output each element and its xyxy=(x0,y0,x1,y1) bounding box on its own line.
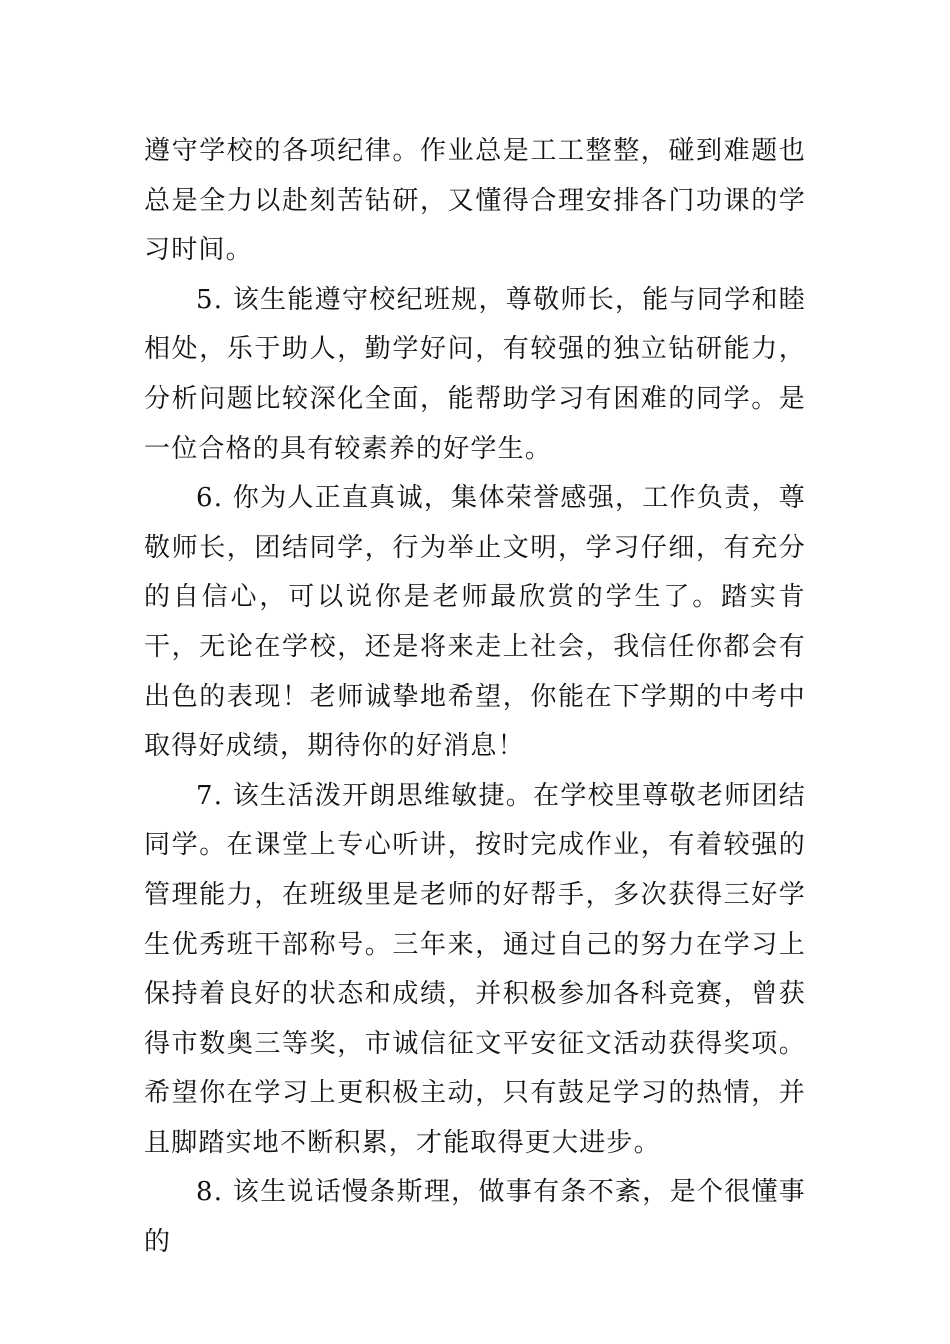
paragraph-item-7: 7. 该生活泼开朗思维敏捷。在学校里尊敬老师团结同学。在课堂上专心听讲，按时完成作业，有着较强的管理能力，在班级里是老师的好帮手，多次获得三好学生优秀班干部称号。三年来，通过自己的努力在学习上保持着良好的状态和成绩，并积极参加各科竞赛，曾获得市数奥三等奖，市诚信征文平安征文活动获得奖项。希望你在学习上更积极主动，只有鼓足学习的热情，并且脚踏实地不断积累，才能取得更大进步。 xyxy=(144,780,806,1158)
paragraph-continuation: 遵守学校的各项纪律。作业总是工工整整，碰到难题也总是全力以赴刻苦钻研，又懂得合理安排各门功课的学习时间。 xyxy=(144,136,806,266)
paragraph-item-8: 8. 该生说话慢条斯理，做事有条不紊，是个很懂事的 xyxy=(144,1177,806,1258)
paragraph-item-5: 5. 该生能遵守校纪班规，尊敬师长，能与同学和睦相处，乐于助人，勤学好问，有较强的独立钻研能力，分析问题比较深化全面，能帮助学习有困难的同学。是一位合格的具有较素养的好学生。 xyxy=(144,284,806,464)
paragraph-item-6: 6. 你为人正直真诚，集体荣誉感强，工作负责，尊敬师长，团结同学，行为举止文明，学习仔细，有充分的自信心，可以说你是老师最欣赏的学生了。踏实肯干，无论在学校，还是将来走上社会，我信任你都会有出色的表现！老师诚挚地希望，你能在下学期的中考中取得好成绩，期待你的好消息！ xyxy=(144,483,806,762)
